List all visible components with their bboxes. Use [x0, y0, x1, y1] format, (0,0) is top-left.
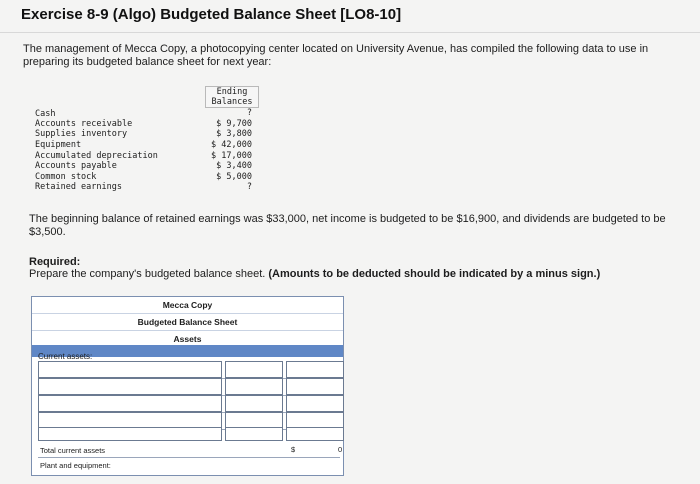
row-label-accounts-receivable: Accounts receivable: [35, 119, 133, 129]
row-label-accounts-payable: Accounts payable: [35, 161, 117, 171]
row-label-equipment: Equipment: [35, 140, 82, 150]
account-name-input[interactable]: [38, 427, 222, 441]
ending-balances-header: [205, 86, 259, 108]
row-label-cash: Cash: [35, 109, 56, 119]
currency-symbol: $: [291, 445, 296, 454]
required-emphasis: (Amounts to be deducted should be indicated by a minus sign.): [268, 268, 601, 280]
row-label-retained-earnings: Retained earnings: [35, 182, 122, 192]
account-name-input[interactable]: [38, 361, 222, 378]
exercise-title: Exercise 8-9 (Algo) Budgeted Balance Sheet [LO8-10]: [21, 6, 402, 23]
entry-row: [38, 378, 340, 396]
total-current-assets-label: Total current assets: [40, 446, 106, 455]
statement-name: Budgeted Balance Sheet: [32, 314, 343, 331]
header-line-1: Ending: [216, 87, 248, 97]
required-text: Prepare the company's budgeted balance sheet.: [29, 268, 266, 280]
company-name: Mecca Copy: [32, 297, 343, 314]
amount-input[interactable]: [225, 395, 283, 412]
sheet-header: [32, 297, 343, 345]
row-value-equipment: $ 42,000: [211, 140, 252, 150]
row-value-retained-earnings: ?: [246, 182, 252, 192]
row-label-accumulated-depreciation: Accumulated depreciation: [35, 151, 158, 161]
entry-row: [38, 361, 340, 379]
row-value-supplies-inventory: $ 3,800: [216, 129, 252, 139]
section-assets: Assets: [173, 334, 202, 344]
amount-input[interactable]: [225, 378, 283, 395]
account-name-input[interactable]: [38, 378, 222, 395]
row-value-cash: ?: [246, 108, 252, 118]
total-current-assets-value: 0: [338, 445, 343, 454]
entry-row: [38, 395, 340, 413]
total-input[interactable]: [286, 427, 344, 441]
required-instructions: [29, 268, 600, 280]
amount-input[interactable]: [225, 361, 283, 378]
intro-text: The management of Mecca Copy, a photocopying center located on University Avenue, has compiled the following data to use in preparing its budgeted balance sheet for next year:: [23, 43, 649, 68]
row-value-accounts-payable: $ 3,400: [216, 161, 252, 171]
entry-row: [38, 427, 340, 444]
budgeted-balance-sheet: [31, 296, 344, 476]
row-value-accumulated-depreciation: $ 17,000: [211, 151, 252, 161]
required-heading: Required:: [29, 256, 81, 268]
plant-equipment-row: [38, 458, 340, 472]
amount-input[interactable]: [225, 427, 283, 441]
total-input[interactable]: [286, 395, 344, 412]
total-input[interactable]: [286, 378, 344, 395]
title-divider: [0, 32, 700, 33]
row-value-common-stock: $ 5,000: [216, 172, 252, 182]
row-value-accounts-receivable: $ 9,700: [216, 119, 252, 129]
total-input[interactable]: [286, 361, 344, 378]
total-current-assets-row: [38, 443, 343, 458]
retained-earnings-note: The beginning balance of retained earnings was $33,000, net income is budgeted to be $16,900, and dividends are budgeted to be $3,500.: [29, 213, 666, 238]
account-name-input[interactable]: [38, 395, 222, 412]
header-line-2: Balances: [211, 97, 253, 107]
row-label-common-stock: Common stock: [35, 172, 97, 182]
current-assets-label: Current assets:: [38, 352, 93, 361]
plant-equipment-label: Plant and equipment:: [40, 461, 111, 470]
row-label-supplies-inventory: Supplies inventory: [35, 129, 128, 139]
